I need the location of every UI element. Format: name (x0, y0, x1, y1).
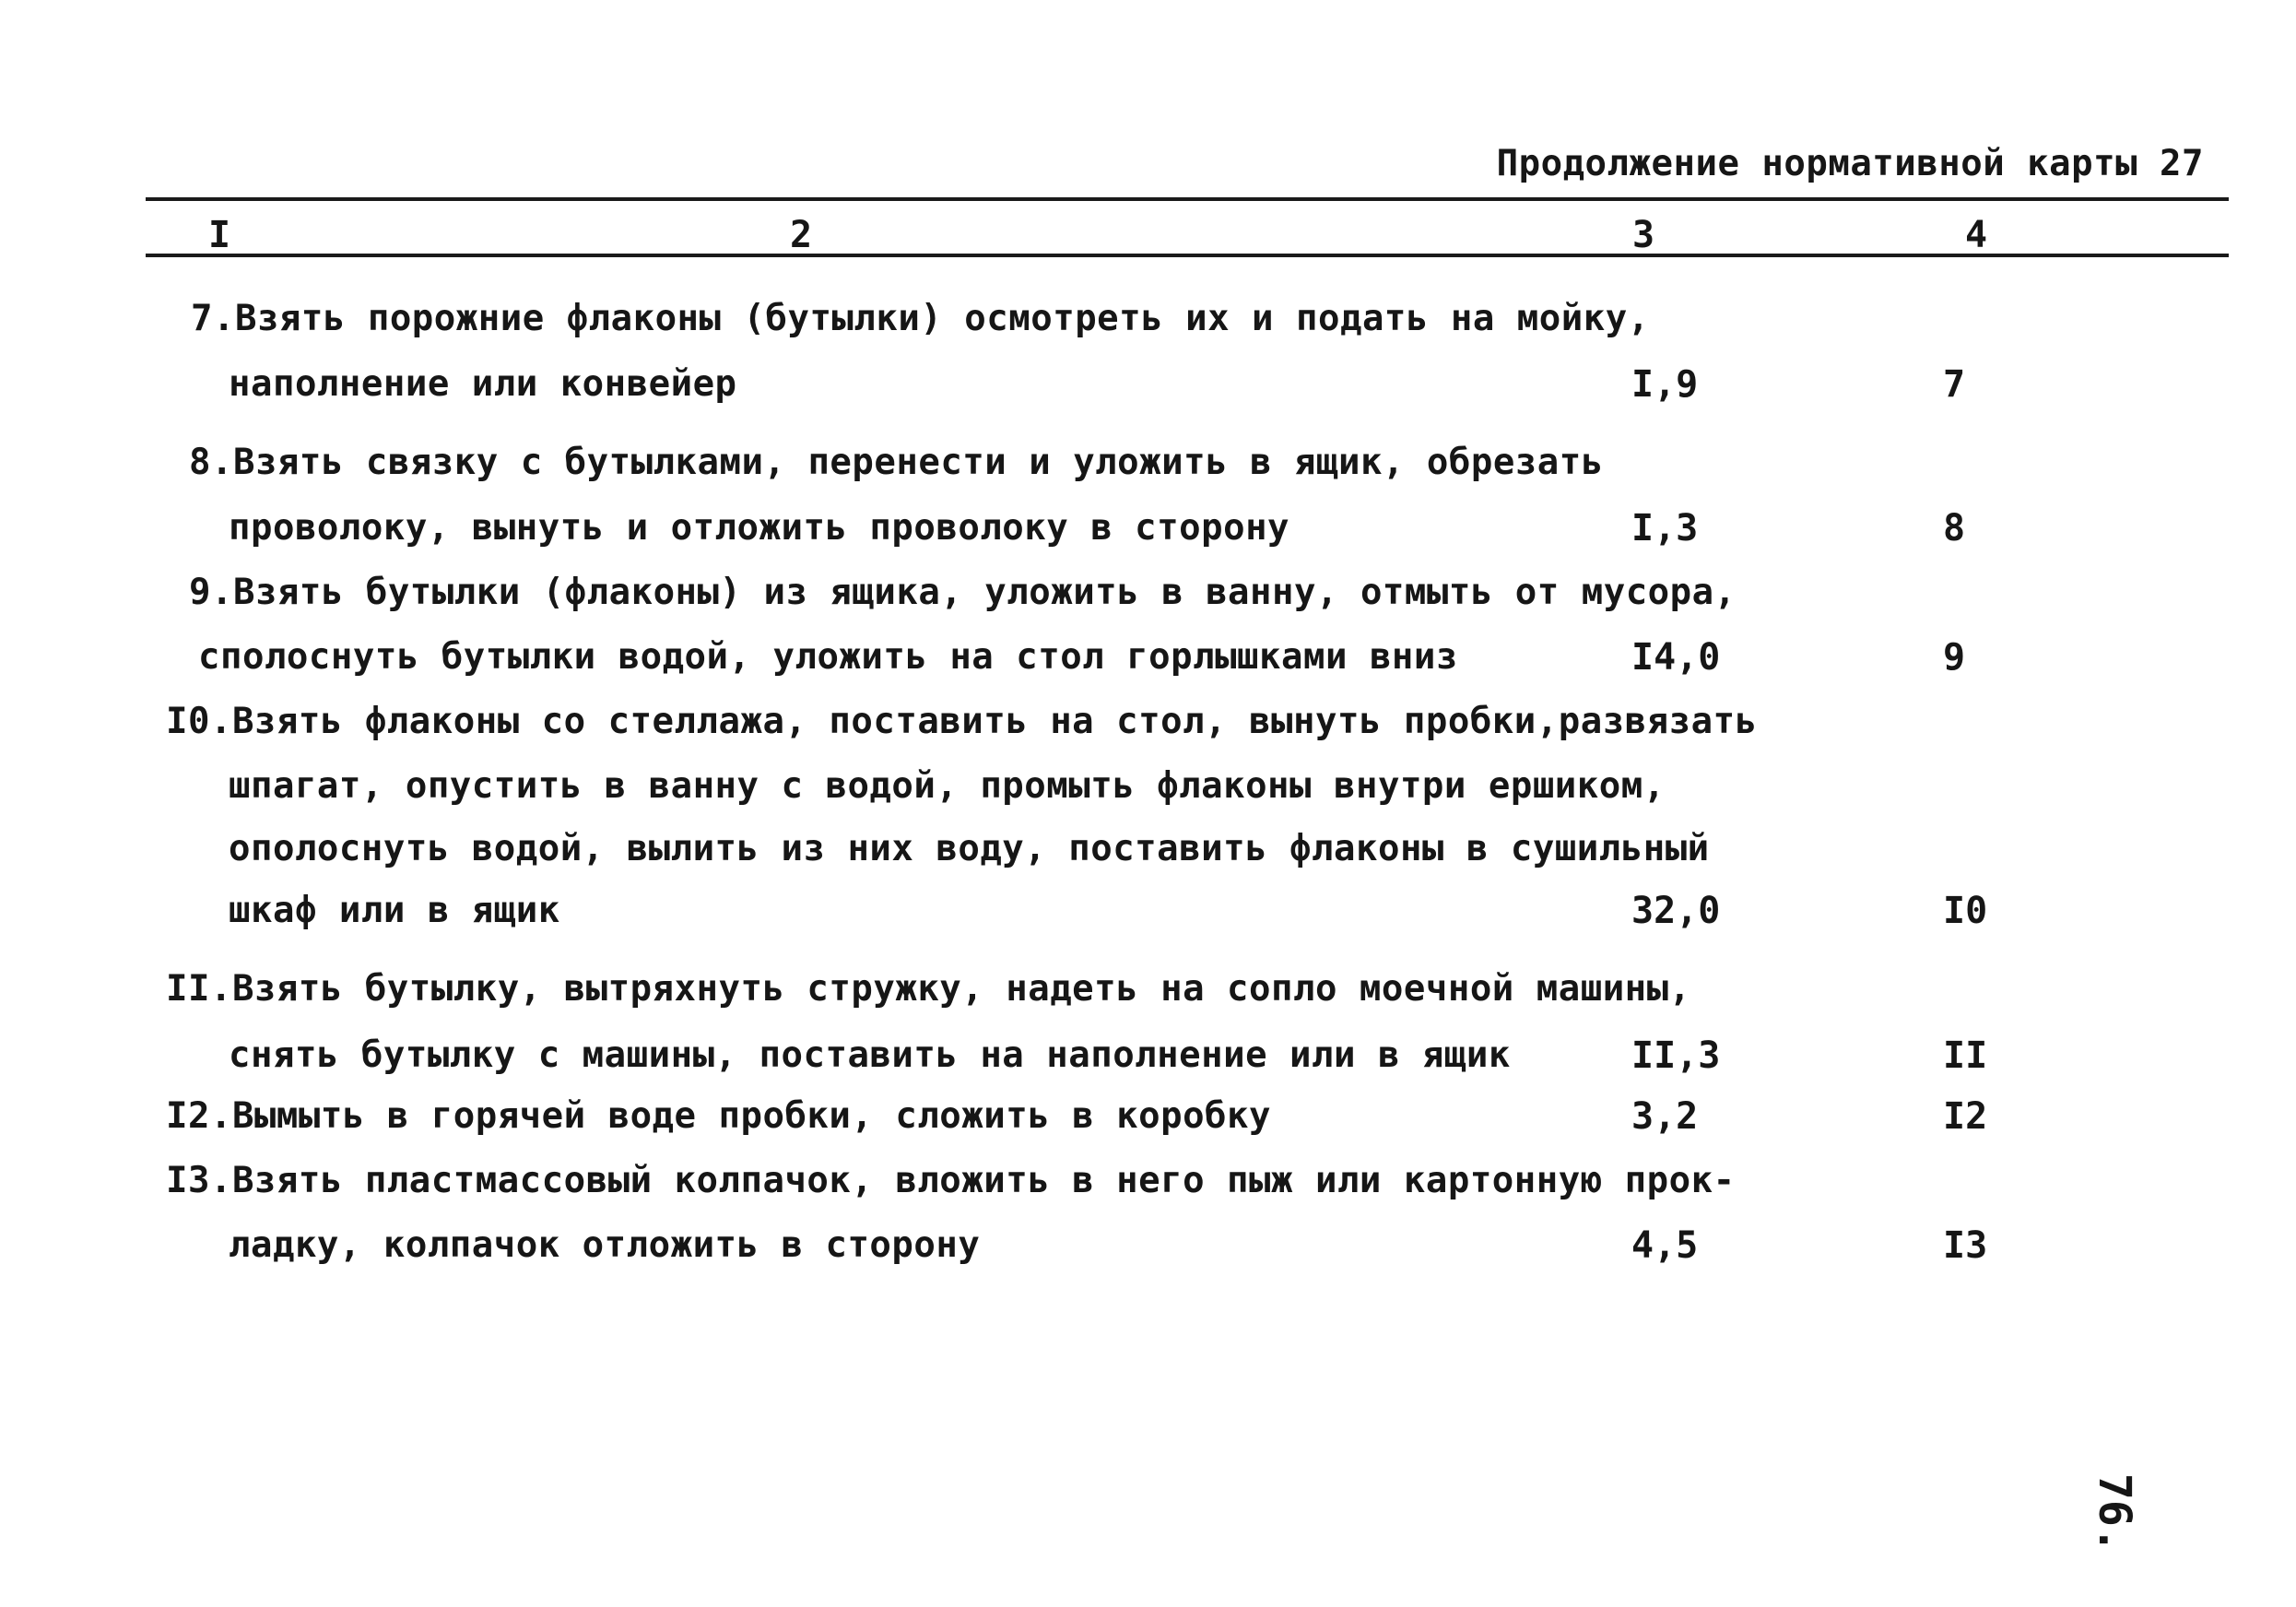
row-time: I,9 (1631, 363, 1699, 406)
row-number: 7 (1943, 363, 1966, 406)
row-time: 4,5 (1631, 1224, 1699, 1267)
row-text-line: I2.Вымыть в горячей воде пробки, сложить в коробку (166, 1095, 1271, 1137)
row-text-line: снять бутылку с машины, поставить на наполнение или в ящик (229, 1034, 1511, 1076)
row-text-line: ополоснуть водой, вылить из них воду, поставить флаконы в сушильный (229, 828, 1710, 869)
row-text-line: 7.Взять порожние флаконы (бутылки) осмотреть их и подать на мойку, (191, 298, 1650, 339)
row-text-line: II.Взять бутылку, вытряхнуть стружку, надеть на сопло моечной машины, (166, 968, 1691, 1010)
row-text-line: проволоку, вынуть и отложить проволоку в сторону (229, 507, 1290, 549)
row-time: 3,2 (1631, 1095, 1699, 1138)
col-header-4: 4 (1965, 214, 1988, 256)
row-number: 8 (1943, 507, 1966, 549)
header-rule (146, 254, 2229, 257)
header-title: Продолжение нормативной карты 27 (1496, 143, 2204, 184)
row-number: II (1943, 1034, 1988, 1077)
row-number: I0 (1943, 890, 1988, 932)
row-text-line: шпагат, опустить в ванну с водой, промыть флаконы внутри ершиком, (229, 765, 1666, 807)
row-text-line: наполнение или конвейер (229, 363, 737, 405)
row-number: I3 (1943, 1224, 1988, 1267)
row-time: I4,0 (1631, 636, 1721, 679)
col-header-1: I (208, 214, 231, 256)
row-text-line: шкаф или в ящик (229, 890, 560, 931)
row-number: 9 (1943, 636, 1966, 679)
row-text-line: ладку, колпачок отложить в сторону (229, 1224, 981, 1266)
row-text-line: сполоснуть бутылки водой, уложить на стол горлышками вниз (198, 636, 1458, 678)
row-number: I2 (1943, 1095, 1988, 1138)
row-text-line: 8.Взять связку с бутылками, перенести и уложить в ящик, обрезать (189, 442, 1604, 483)
row-time: I,3 (1631, 507, 1699, 549)
col-header-3: 3 (1632, 214, 1655, 256)
row-time: 32,0 (1631, 890, 1721, 932)
row-text-line: 9.Взять бутылки (флаконы) из ящика, уложить в ванну, отмыть от мусора, (189, 572, 1737, 613)
top-rule (146, 197, 2229, 201)
page-number: 76. (2089, 1473, 2140, 1554)
row-text-line: I3.Взять пластмассовый колпачок, вложить в него пыж или картонную прок- (166, 1160, 1736, 1201)
row-text-line: I0.Взять флаконы со стеллажа, поставить на стол, вынуть пробки,развязать (166, 701, 1758, 742)
row-time: II,3 (1631, 1034, 1721, 1077)
col-header-2: 2 (790, 214, 813, 256)
